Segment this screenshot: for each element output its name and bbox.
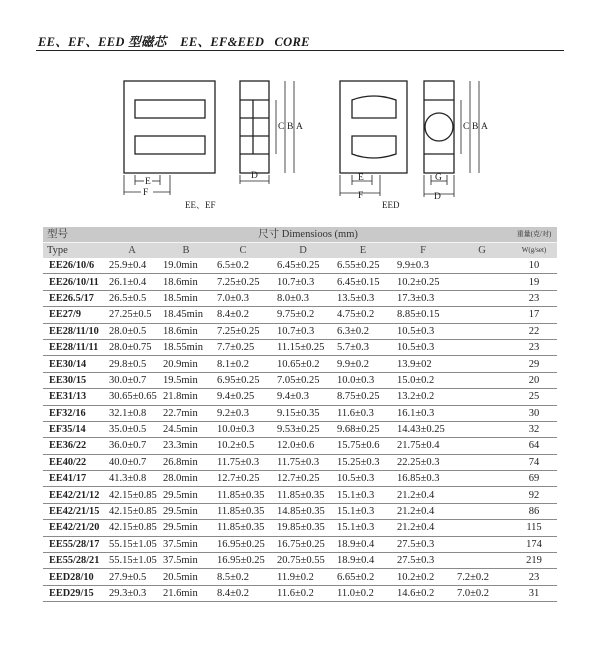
dim-d-cell: 10.65±0.2 [277, 358, 320, 370]
dim-f-cell: 9.9±0.3 [397, 260, 430, 272]
weight-cell: 86 [528, 506, 540, 518]
dim-g-cell [453, 536, 511, 552]
weight-cell: 31 [528, 588, 540, 599]
dim-b-cell: 29.5min [163, 506, 198, 518]
core-type-cell: EED28/10 [49, 571, 94, 583]
dim-c-cell: 11.85±0.35 [217, 506, 265, 518]
dim-f-cell: 15.0±0.2 [397, 374, 435, 386]
dim-f-cell: 14.6±0.2 [397, 588, 435, 599]
dim-a-cell: 30.65±0.65 [109, 391, 157, 403]
weight-cell: 23 [528, 342, 540, 354]
dim-e-cell: 15.25±0.3 [337, 456, 380, 468]
dim-g-cell [453, 454, 511, 470]
core-type-cell: EE30/15 [49, 374, 87, 386]
dim-f-cell: 21.2±0.4 [397, 489, 435, 501]
core-type-cell: EE26.5/17 [49, 292, 94, 304]
dim-d-cell: 11.9±0.2 [277, 571, 314, 583]
dim-c-cell: 8.4±0.2 [217, 309, 250, 321]
dim-e-cell: 9.9±0.2 [337, 358, 370, 370]
table-row [43, 372, 557, 388]
dim-e-cell: 13.5±0.3 [337, 292, 375, 304]
dim-f-cell: 21.2±0.4 [397, 506, 435, 518]
dim-g-cell [453, 339, 511, 355]
weight-cell: 32 [528, 424, 540, 436]
dim-c-cell: 6.5±0.2 [217, 260, 250, 272]
dim-d-cell: 9.15±0.35 [277, 407, 320, 419]
dim-a-cell: 27.9±0.5 [109, 571, 147, 583]
label-eed-f: F [358, 191, 364, 201]
dim-c-cell: 16.95±0.25 [217, 555, 265, 567]
dim-c-cell: 8.5±0.2 [217, 571, 250, 583]
weight-cell: 219 [526, 555, 542, 567]
weight-cell: 23 [528, 292, 540, 304]
dim-d-cell: 12.7±0.25 [277, 473, 320, 485]
dim-b-cell: 21.6min [163, 588, 198, 599]
table-row [43, 569, 557, 585]
dim-e-cell: 15.1±0.3 [337, 506, 375, 518]
dim-b-cell: 18.55min [163, 342, 203, 354]
dim-g-cell [453, 438, 511, 454]
header-type-cn: 型号 [43, 227, 105, 243]
page-title: EE、EF、EED 型磁芯 EE、EF&EED CORE [38, 35, 310, 49]
dim-c-cell: 9.2±0.3 [217, 407, 250, 419]
dim-d-cell: 12.0±0.6 [277, 440, 315, 452]
caption-eed: EED [382, 200, 400, 210]
table-row [43, 536, 557, 552]
header-weight-cn: 重量(克/对) [511, 227, 557, 243]
core-type-cell: EE42/21/12 [49, 489, 100, 501]
eed-front-view [340, 81, 407, 173]
label-a: A [296, 122, 303, 132]
core-type-cell: EE26/10/6 [49, 260, 95, 272]
dim-c-cell: 11.85±0.35 [217, 522, 265, 534]
core-type-cell: EE30/14 [49, 358, 87, 370]
dim-c-cell: 7.25±0.25 [217, 325, 260, 337]
core-type-cell: EE41/17 [49, 473, 87, 485]
dim-b-cell: 22.7min [163, 407, 198, 419]
table-row [43, 438, 557, 454]
table-row [43, 339, 557, 355]
header-dimensions: 尺寸 Dimensioos (mm) [105, 227, 511, 243]
dim-a-cell: 26.1±0.4 [109, 276, 147, 288]
weight-cell: 23 [528, 571, 540, 583]
dim-a-cell: 26.5±0.5 [109, 292, 147, 304]
dim-a-cell: 30.0±0.7 [109, 374, 147, 386]
dim-a-cell: 28.0±0.5 [109, 325, 147, 337]
table-row [43, 405, 557, 421]
dim-b-cell: 18.45min [163, 309, 203, 321]
label-eed-a: A [481, 122, 488, 132]
weight-cell: 29 [528, 358, 540, 370]
table-row [43, 290, 557, 306]
label-e: E [145, 177, 151, 187]
core-type-cell: EED29/15 [49, 588, 94, 599]
dim-e-cell: 11.6±0.3 [337, 407, 374, 419]
dim-d-cell: 11.15±0.25 [277, 342, 325, 354]
label-eed-b: B [472, 122, 479, 132]
dim-c-cell: 7.7±0.25 [217, 342, 255, 354]
dim-a-cell: 32.1±0.8 [109, 407, 147, 419]
dim-d-cell: 20.75±0.55 [277, 555, 325, 567]
dim-d-cell: 10.7±0.3 [277, 276, 315, 288]
dim-c-cell: 7.25±0.25 [217, 276, 260, 288]
table-row [43, 553, 557, 569]
dim-b-cell: 23.3min [163, 440, 198, 452]
core-type-cell: EF32/16 [49, 407, 86, 419]
dim-f-cell: 10.2±0.25 [397, 276, 440, 288]
dim-a-cell: 28.0±0.75 [109, 342, 152, 354]
weight-cell: 174 [526, 538, 542, 550]
label-d: D [251, 171, 258, 181]
table-row [43, 307, 557, 323]
label-c: C [278, 122, 285, 132]
dim-g-cell [453, 487, 511, 503]
dim-d-cell: 9.53±0.25 [277, 424, 320, 436]
weight-cell: 25 [528, 391, 540, 403]
header-col-a: A [105, 243, 159, 259]
dim-e-cell: 10.5±0.3 [337, 473, 375, 485]
weight-cell: 30 [528, 407, 540, 419]
core-type-cell: EE55/28/17 [49, 538, 100, 550]
table-row [43, 274, 557, 290]
dim-d-cell: 8.0±0.3 [277, 292, 310, 304]
header-col-c: C [213, 243, 273, 259]
dim-a-cell: 42.15±0.85 [109, 522, 157, 534]
dim-e-cell: 5.7±0.3 [337, 342, 370, 354]
core-type-cell: EE28/11/10 [49, 325, 99, 337]
dim-c-cell: 8.4±0.2 [217, 588, 250, 599]
header-col-b: B [159, 243, 213, 259]
dim-f-cell: 10.5±0.3 [397, 342, 435, 354]
dim-f-cell: 8.85±0.15 [397, 309, 440, 321]
dim-f-cell: 21.2±0.4 [397, 522, 435, 534]
dim-b-cell: 37.5min [163, 555, 198, 567]
dim-b-cell: 29.5min [163, 522, 198, 534]
dim-b-cell: 24.5min [163, 424, 198, 436]
dim-c-cell: 6.95±0.25 [217, 374, 260, 386]
label-eed-e: E [358, 173, 364, 183]
label-eed-d: D [434, 192, 441, 202]
header-weight-en: W(g/set) [511, 243, 557, 259]
dim-d-cell: 19.85±0.35 [277, 522, 325, 534]
dim-f-cell: 16.1±0.3 [397, 407, 435, 419]
dim-e-cell: 15.1±0.3 [337, 489, 375, 501]
dim-g-cell [453, 323, 511, 339]
weight-cell: 17 [528, 309, 540, 321]
dim-a-cell: 42.15±0.85 [109, 506, 157, 518]
dim-a-cell: 55.15±1.05 [109, 538, 157, 550]
dim-b-cell: 37.5min [163, 538, 198, 550]
weight-cell: 22 [528, 325, 540, 337]
dim-a-cell: 29.3±0.3 [109, 588, 147, 599]
dim-c-cell: 16.95±0.25 [217, 538, 265, 550]
dim-a-cell: 29.8±0.5 [109, 358, 147, 370]
dim-e-cell: 8.75±0.25 [337, 391, 380, 403]
ee-ef-front-view [124, 81, 215, 173]
weight-cell: 64 [528, 440, 540, 452]
dim-g-cell [453, 307, 511, 323]
header-col-d: D [273, 243, 333, 259]
dim-f-cell: 10.5±0.3 [397, 325, 435, 337]
dim-g-cell [453, 356, 511, 372]
table-row [43, 471, 557, 487]
dim-b-cell: 20.5min [163, 571, 198, 583]
dim-f-cell: 21.75±0.4 [397, 440, 440, 452]
label-f: F [143, 188, 149, 198]
caption-ee-ef: EE、EF [185, 200, 216, 210]
weight-cell: 20 [528, 374, 540, 386]
core-type-cell: EE28/11/11 [49, 342, 99, 354]
dim-a-cell: 42.15±0.85 [109, 489, 157, 501]
title-divider [36, 50, 564, 51]
dim-b-cell: 21.8min [163, 391, 198, 403]
dim-g-cell: 7.2±0.2 [457, 571, 490, 583]
core-type-cell: EE55/28/21 [49, 555, 100, 567]
dim-b-cell: 29.5min [163, 489, 198, 501]
label-b: B [287, 122, 294, 132]
weight-cell: 69 [528, 473, 540, 485]
dim-b-cell: 18.5min [163, 292, 198, 304]
dim-e-cell: 6.65±0.2 [337, 571, 375, 583]
core-type-cell: EE42/21/15 [49, 506, 100, 518]
dim-g-cell [453, 274, 511, 290]
core-type-cell: EE27/9 [49, 309, 82, 321]
dim-c-cell: 12.7±0.25 [217, 473, 260, 485]
dim-d-cell: 7.05±0.25 [277, 374, 320, 386]
dim-d-cell: 14.85±0.35 [277, 506, 325, 518]
dim-f-cell: 13.9±02 [397, 358, 432, 370]
dim-g-cell [453, 389, 511, 405]
dim-g-cell [453, 290, 511, 306]
header-col-f: F [393, 243, 453, 259]
dim-a-cell: 41.3±0.8 [109, 473, 147, 485]
table-row [43, 389, 557, 405]
dim-e-cell: 4.75±0.2 [337, 309, 375, 321]
dim-c-cell: 11.85±0.35 [217, 489, 265, 501]
core-type-cell: EE26/10/11 [49, 276, 99, 288]
dim-d-cell: 10.7±0.3 [277, 325, 315, 337]
dim-a-cell: 40.0±0.7 [109, 456, 147, 468]
dim-g-cell [453, 520, 511, 536]
dim-c-cell: 10.2±0.5 [217, 440, 255, 452]
core-type-cell: EF35/14 [49, 424, 86, 436]
dim-e-cell: 9.68±0.25 [337, 424, 380, 436]
table-row [43, 421, 557, 437]
dim-e-cell: 11.0±0.2 [337, 588, 374, 599]
dim-f-cell: 27.5±0.3 [397, 555, 435, 567]
dim-g-cell [453, 405, 511, 421]
weight-cell: 92 [528, 489, 540, 501]
dim-d-cell: 11.75±0.3 [277, 456, 320, 468]
dim-d-cell: 9.75±0.2 [277, 309, 315, 321]
label-eed-g: G [435, 173, 442, 183]
dim-e-cell: 6.55±0.25 [337, 260, 380, 272]
dim-b-cell: 19.5min [163, 374, 198, 386]
weight-cell: 19 [528, 276, 540, 288]
dim-g-cell: 7.0±0.2 [457, 588, 490, 599]
dim-d-cell: 11.85±0.35 [277, 489, 325, 501]
weight-cell: 115 [526, 522, 542, 534]
dim-f-cell: 16.85±0.3 [397, 473, 440, 485]
header-col-g: G [453, 243, 511, 259]
dim-e-cell: 18.9±0.4 [337, 538, 375, 550]
dim-b-cell: 28.0min [163, 473, 198, 485]
header-col-e: E [333, 243, 393, 259]
dim-c-cell: 11.75±0.3 [217, 456, 260, 468]
dim-f-cell: 13.2±0.2 [397, 391, 435, 403]
dim-f-cell: 10.2±0.2 [397, 571, 435, 583]
label-eed-c: C [463, 122, 470, 132]
dim-a-cell: 55.15±1.05 [109, 555, 157, 567]
dim-f-cell: 27.5±0.3 [397, 538, 435, 550]
weight-cell: 10 [528, 260, 540, 272]
core-dimension-diagrams [0, 60, 595, 220]
dim-e-cell: 6.45±0.15 [337, 276, 380, 288]
weight-cell: 74 [528, 456, 540, 468]
dim-a-cell: 27.25±0.5 [109, 309, 152, 321]
table-row [43, 323, 557, 339]
dim-d-cell: 11.6±0.2 [277, 588, 314, 599]
core-type-cell: EE31/13 [49, 391, 87, 403]
dim-f-cell: 14.43±0.25 [397, 424, 445, 436]
dim-g-cell [453, 372, 511, 388]
dim-d-cell: 16.75±0.25 [277, 538, 325, 550]
dim-e-cell: 18.9±0.4 [337, 555, 375, 567]
dim-b-cell: 18.6min [163, 276, 198, 288]
table-row [43, 258, 557, 274]
dim-b-cell: 26.8min [163, 456, 198, 468]
dim-f-cell: 17.3±0.3 [397, 292, 435, 304]
dim-g-cell [453, 258, 511, 274]
dim-g-cell [453, 421, 511, 437]
dim-b-cell: 20.9min [163, 358, 198, 370]
dim-c-cell: 8.1±0.2 [217, 358, 250, 370]
dim-g-cell [453, 471, 511, 487]
core-type-cell: EE40/22 [49, 456, 87, 468]
table-row [43, 454, 557, 470]
header-type-en: Type [43, 243, 105, 259]
dim-c-cell: 10.0±0.3 [217, 424, 255, 436]
dim-g-cell [453, 553, 511, 569]
eed-side-view [424, 81, 454, 173]
dimensions-table [43, 227, 557, 602]
dim-d-cell: 9.4±0.3 [277, 391, 310, 403]
dim-c-cell: 7.0±0.3 [217, 292, 250, 304]
dim-e-cell: 15.1±0.3 [337, 522, 375, 534]
table-row [43, 356, 557, 372]
dim-f-cell: 22.25±0.3 [397, 456, 440, 468]
dim-g-cell [453, 503, 511, 519]
core-type-cell: EE36/22 [49, 440, 87, 452]
core-type-cell: EE42/21/20 [49, 522, 100, 534]
dim-e-cell: 10.0±0.3 [337, 374, 375, 386]
table-row [43, 585, 557, 601]
ee-ef-side-view [240, 81, 269, 173]
dim-b-cell: 19.0min [163, 260, 198, 272]
table-row [43, 520, 557, 536]
dim-a-cell: 35.0±0.5 [109, 424, 147, 436]
dim-a-cell: 25.9±0.4 [109, 260, 147, 272]
dim-c-cell: 9.4±0.25 [217, 391, 255, 403]
dim-e-cell: 6.3±0.2 [337, 325, 370, 337]
dim-d-cell: 6.45±0.25 [277, 260, 320, 272]
dim-b-cell: 18.6min [163, 325, 198, 337]
dim-e-cell: 15.75±0.6 [337, 440, 380, 452]
dim-a-cell: 36.0±0.7 [109, 440, 147, 452]
table-row [43, 503, 557, 519]
table-row [43, 487, 557, 503]
